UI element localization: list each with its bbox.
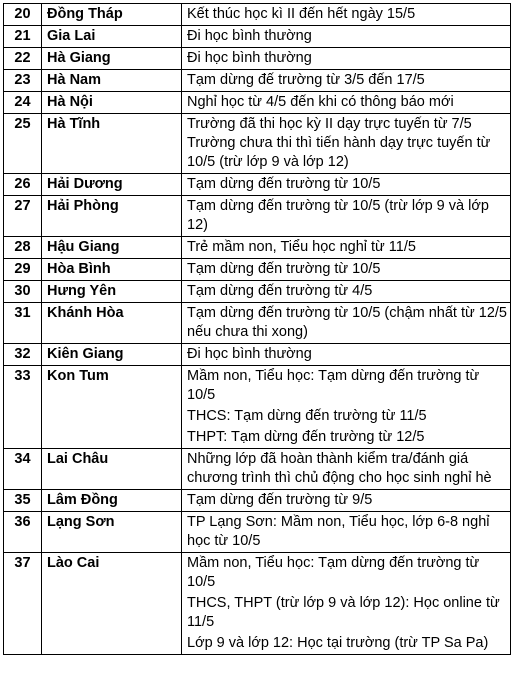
row-number: 28 [4, 237, 42, 259]
school-closure-table-sheet [3, 3, 510, 655]
status-line: Tạm dừng đến trường từ 10/5 (trừ lớp 9 và lớp 12) [187, 198, 489, 233]
row-number: 23 [4, 70, 42, 92]
status-line: Lớp 9 và lớp 12: Học tại trường (trừ TP Sa Pa) [187, 635, 489, 651]
row-number: 29 [4, 259, 42, 281]
closure-status [182, 366, 511, 449]
table-row [4, 237, 511, 259]
closure-status [182, 70, 511, 92]
table-row [4, 174, 511, 196]
province-name: Lâm Đồng [42, 490, 182, 512]
province-name: Hà Nội [42, 92, 182, 114]
closure-status [182, 303, 511, 344]
status-line: Tạm dừng đến trường từ 10/5 [187, 261, 381, 277]
closure-status [182, 92, 511, 114]
table-row [4, 4, 511, 26]
table-row [4, 449, 511, 490]
status-line: Trẻ mầm non, Tiểu học nghỉ từ 11/5 [187, 239, 416, 255]
closure-status [182, 174, 511, 196]
closure-status [182, 344, 511, 366]
closure-status [182, 259, 511, 281]
row-number: 37 [4, 553, 42, 655]
table-row [4, 553, 511, 655]
table-body [4, 4, 511, 655]
row-number: 33 [4, 366, 42, 449]
province-name: Hà Giang [42, 48, 182, 70]
status-line: Tạm dừng đến trường từ 10/5 (chậm nhất từ 12/5 nếu chưa thi xong) [187, 305, 507, 340]
status-line: Đi học bình thường [187, 346, 312, 362]
province-name: Lai Châu [42, 449, 182, 490]
closure-status [182, 281, 511, 303]
closure-status [182, 237, 511, 259]
status-line: THCS, THPT (trừ lớp 9 và lớp 12): Học online từ 11/5 [187, 595, 500, 630]
province-name: Hải Dương [42, 174, 182, 196]
province-name: Lào Cai [42, 553, 182, 655]
school-closure-table [3, 3, 511, 655]
table-row [4, 196, 511, 237]
closure-status [182, 48, 511, 70]
table-row [4, 26, 511, 48]
table-row [4, 259, 511, 281]
province-name: Hà Tĩnh [42, 114, 182, 174]
row-number: 25 [4, 114, 42, 174]
province-name: Hưng Yên [42, 281, 182, 303]
status-line: Mầm non, Tiểu học: Tạm dừng đến trường từ 10/5 [187, 555, 480, 590]
status-line: Những lớp đã hoàn thành kiểm tra/đánh giá chương trình thì chủ động cho học sinh nghỉ hè [187, 451, 492, 486]
row-number: 26 [4, 174, 42, 196]
province-name: Hòa Bình [42, 259, 182, 281]
table-row [4, 48, 511, 70]
status-line: Nghỉ học từ 4/5 đến khi có thông báo mới [187, 94, 454, 110]
closure-status [182, 4, 511, 26]
closure-status [182, 449, 511, 490]
table-row [4, 70, 511, 92]
status-line: Kết thúc học kì II đến hết ngày 15/5 [187, 6, 416, 22]
row-number: 27 [4, 196, 42, 237]
province-name: Kiên Giang [42, 344, 182, 366]
status-line: Tạm dừng đế trường từ 3/5 đến 17/5 [187, 72, 425, 88]
table-row [4, 114, 511, 174]
closure-status [182, 196, 511, 237]
closure-status [182, 26, 511, 48]
status-line: THPT: Tạm dừng đến trường từ 12/5 [187, 429, 425, 445]
row-number: 34 [4, 449, 42, 490]
status-line: Đi học bình thường [187, 28, 312, 44]
row-number: 20 [4, 4, 42, 26]
province-name: Khánh Hòa [42, 303, 182, 344]
status-line: Tạm dừng đến trường từ 9/5 [187, 492, 373, 508]
status-line: Mầm non, Tiểu học: Tạm dừng đến trường từ 10/5 [187, 368, 480, 403]
table-row [4, 281, 511, 303]
province-name: Gia Lai [42, 26, 182, 48]
table-row [4, 344, 511, 366]
closure-status [182, 553, 511, 655]
province-name: Hậu Giang [42, 237, 182, 259]
table-row [4, 512, 511, 553]
status-line: THCS: Tạm dừng đến trường từ 11/5 [187, 408, 427, 424]
row-number: 35 [4, 490, 42, 512]
row-number: 22 [4, 48, 42, 70]
status-line: Trường đã thi học kỳ II dạy trực tuyến từ 7/5 [187, 116, 472, 132]
table-row [4, 303, 511, 344]
province-name: Hải Phòng [42, 196, 182, 237]
status-line: Trường chưa thi thì tiến hành dạy trực tuyến từ 10/5 (trừ lớp 9 và lớp 12) [187, 135, 491, 170]
table-row [4, 490, 511, 512]
row-number: 21 [4, 26, 42, 48]
row-number: 24 [4, 92, 42, 114]
closure-status [182, 512, 511, 553]
province-name: Hà Nam [42, 70, 182, 92]
closure-status [182, 490, 511, 512]
row-number: 32 [4, 344, 42, 366]
status-line: Tạm dừng đến trường từ 4/5 [187, 283, 373, 299]
province-name: Kon Tum [42, 366, 182, 449]
row-number: 31 [4, 303, 42, 344]
table-row [4, 366, 511, 449]
province-name: Lạng Sơn [42, 512, 182, 553]
table-row [4, 92, 511, 114]
status-line: Tạm dừng đến trường từ 10/5 [187, 176, 381, 192]
closure-status [182, 114, 511, 174]
province-name: Đồng Tháp [42, 4, 182, 26]
row-number: 36 [4, 512, 42, 553]
status-line: Đi học bình thường [187, 50, 312, 66]
row-number: 30 [4, 281, 42, 303]
status-line: TP Lạng Sơn: Mầm non, Tiểu học, lớp 6-8 nghỉ học từ 10/5 [187, 514, 490, 549]
